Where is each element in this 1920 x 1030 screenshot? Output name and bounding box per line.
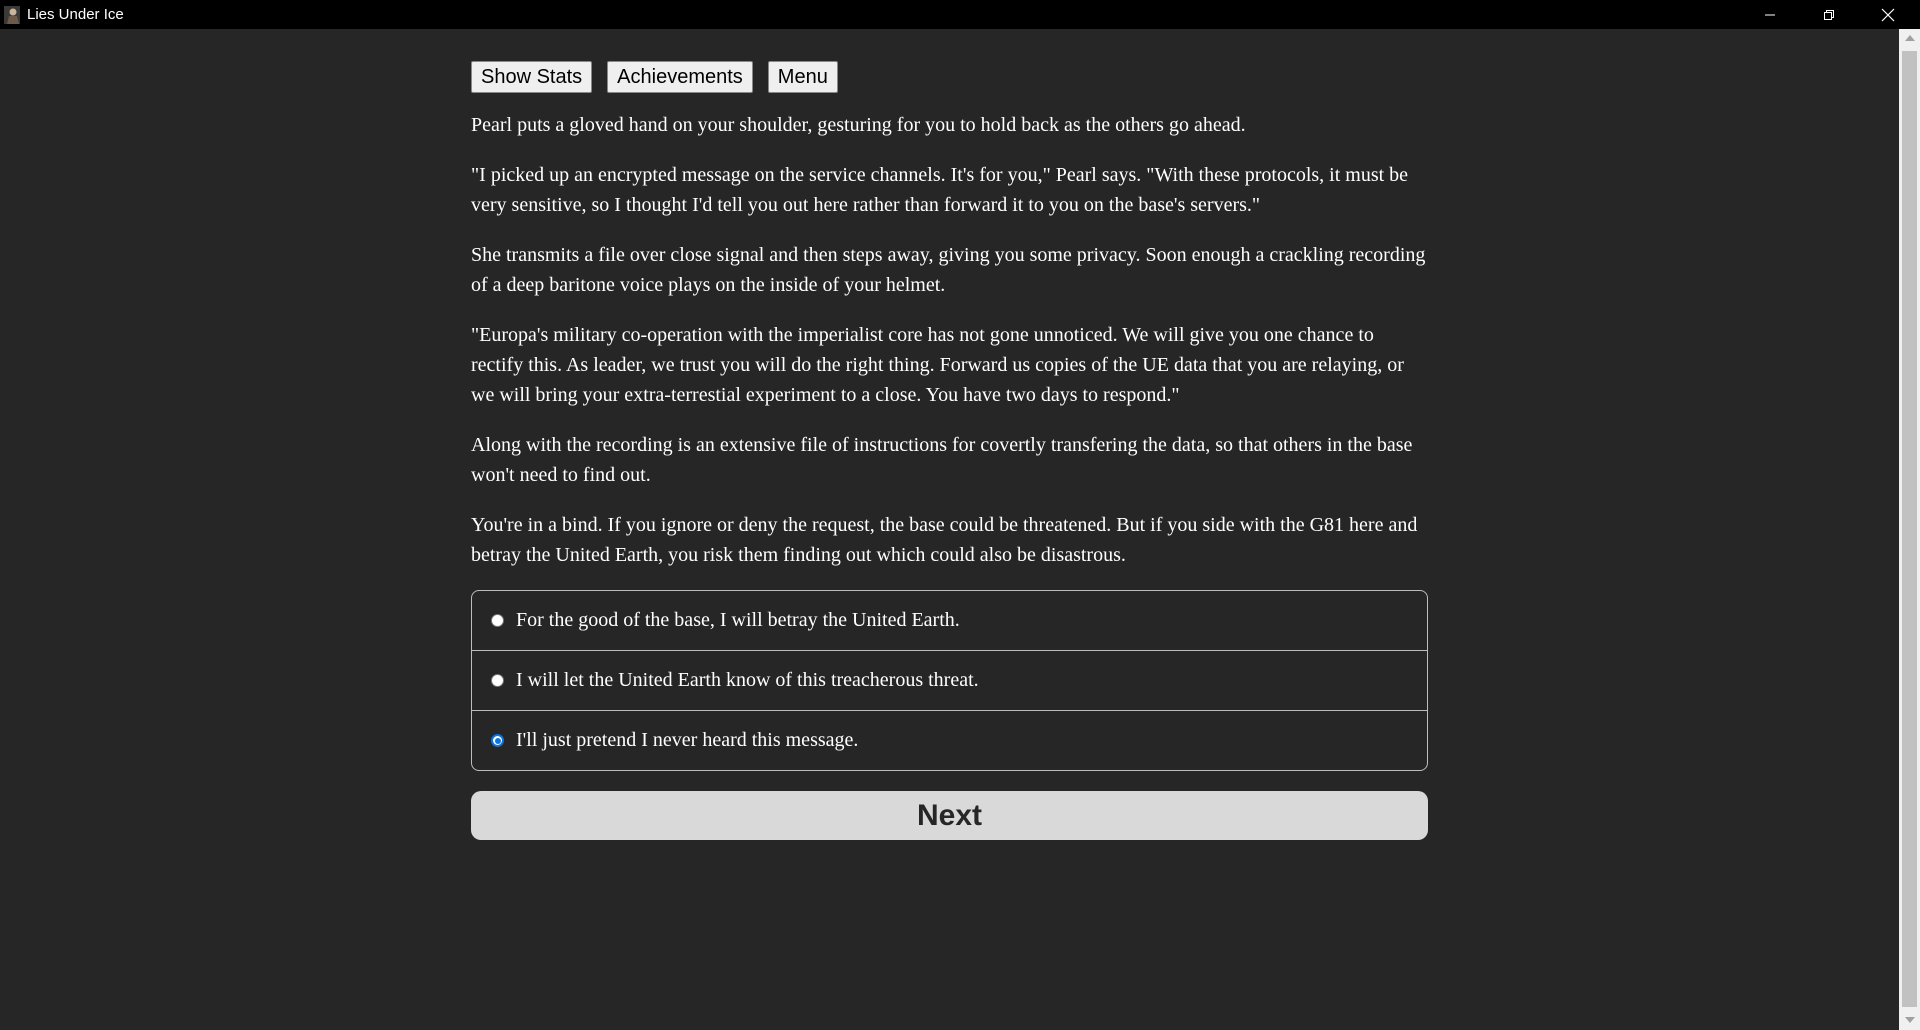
game-content xyxy=(0,29,1899,1030)
choice-label: I'll just pretend I never heard this message. xyxy=(516,729,859,751)
radio-button[interactable] xyxy=(491,674,504,687)
choice-label: For the good of the base, I will betray the United Earth. xyxy=(516,609,960,631)
minimize-icon xyxy=(1764,9,1776,21)
story-paragraph: "Europa's military co-operation with the imperialist core has not gone unnoticed. We will give you one chance to rectify this. As leader, we trust you will do the right thing. Forward us copies of the UE data that you are relaying, or we will bring your extra-terrestial experiment to a close. You have two days to respond." xyxy=(471,324,1404,406)
restore-icon xyxy=(1823,9,1835,21)
achievements-button[interactable]: Achievements xyxy=(607,61,753,93)
minimize-button[interactable] xyxy=(1741,0,1799,29)
restore-button[interactable] xyxy=(1800,0,1858,29)
choice-label: I will let the United Earth know of this treacherous threat. xyxy=(516,669,979,691)
scroll-down-icon[interactable] xyxy=(1905,1017,1915,1023)
story-paragraph: You're in a bind. If you ignore or deny the request, the base could be threatened. But if you side with the G81 here and betray the United Earth, you risk them finding out which could also be disastrous. xyxy=(471,514,1418,566)
close-icon xyxy=(1881,8,1895,22)
vertical-scrollbar[interactable] xyxy=(1899,29,1920,1030)
close-button[interactable] xyxy=(1859,0,1917,29)
scroll-up-icon[interactable] xyxy=(1905,35,1915,41)
story-paragraph: "I picked up an encrypted message on the service channels. It's for you," Pearl says. "With these protocols, it must be very sensitive, so I thought I'd tell you out here rather than forward it to you on the base's servers." xyxy=(471,164,1409,216)
story-paragraph: Along with the recording is an extensive file of instructions for covertly transfering the data, so that others in the base won't need to find out. xyxy=(471,434,1413,486)
story-paragraph: Pearl puts a gloved hand on your shoulder, gesturing for you to hold back as the others go ahead. xyxy=(471,114,1246,136)
scroll-thumb[interactable] xyxy=(1902,51,1917,1007)
title-bar xyxy=(0,0,1920,29)
choice-option-betray[interactable] xyxy=(472,591,1427,651)
radio-button-selected[interactable] xyxy=(491,734,504,747)
main-column xyxy=(471,61,1428,840)
story-paragraph: She transmits a file over close signal and then steps away, giving you some privacy. Soon enough a crackling recording of a deep baritone voice plays on the inside of your helmet. xyxy=(471,244,1426,296)
story-text xyxy=(471,110,1428,570)
window-title: Lies Under Ice xyxy=(27,6,124,23)
next-button[interactable]: Next xyxy=(471,791,1428,840)
menu-button[interactable]: Menu xyxy=(768,61,838,93)
choice-list xyxy=(471,590,1428,771)
choice-option-ignore[interactable] xyxy=(472,711,1427,770)
app-icon xyxy=(4,6,20,24)
toolbar xyxy=(471,61,1428,93)
choice-option-report[interactable] xyxy=(472,651,1427,711)
radio-button[interactable] xyxy=(491,614,504,627)
show-stats-button[interactable]: Show Stats xyxy=(471,61,592,93)
